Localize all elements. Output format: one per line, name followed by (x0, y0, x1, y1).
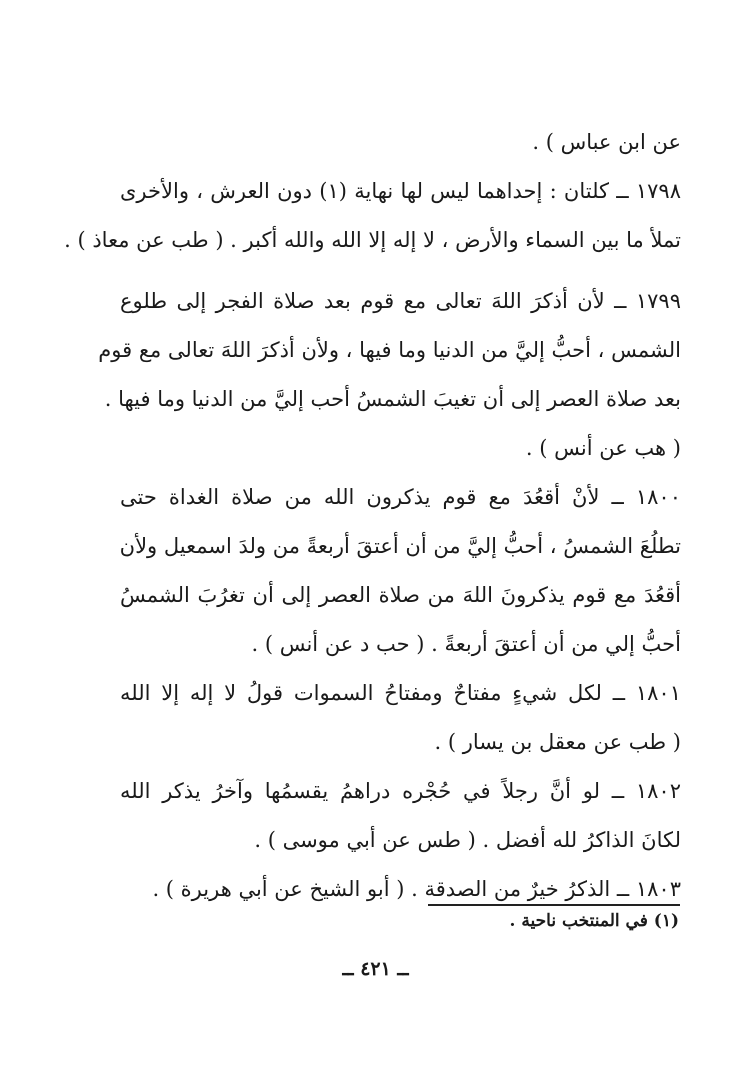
text-line: لكانَ الذاكرُ لله أفضل . ( طس عن أبي موسى ) . (254, 828, 681, 852)
text-line: الشمس ، أحبُّ إليَّ من الدنيا وما فيها ، ولأن أذكرَ اللهَ تعالى مع قوم (98, 338, 681, 362)
text-line: تملأ ما بين السماء والأرض ، لا إله إلا الله والله أكبر . ( طب عن معاذ ) . (64, 228, 681, 252)
hadith-1802-line: ١٨٠٢ ــ لو أنَّ رجلاً في حُجْره دراهمُ يقسمُها وآخرُ يذكر الله (120, 779, 681, 803)
text-line: ( طب عن معقل بن يسار ) . (434, 730, 681, 754)
text-line: ( هب عن أنس ) . (525, 436, 681, 460)
hadith-1803-line: ١٨٠٣ ــ الذكرُ خيرٌ من الصدقة . ( أبو الشيخ عن أبي هريرة ) . (152, 877, 681, 901)
hadith-1798-line: ١٧٩٨ ــ كلتان : إحداهما ليس لها نهاية (١) دون العرش ، والأخرى (120, 179, 681, 203)
page-number: ــ ٤٢١ ــ (342, 958, 409, 980)
hadith-1800-line: ١٨٠٠ ــ لأنْ أقعُدَ مع قوم يذكرون الله من صلاة الغداة حتى (120, 485, 681, 509)
text-line: أحبُّ إلي من أن أعتقَ أربعةً . ( حب د عن أنس ) . (251, 632, 681, 656)
hadith-1801-line: ١٨٠١ ــ لكل شيءٍ مفتاحٌ ومفتاحُ السموات قولُ لا إله إلا الله (120, 681, 681, 705)
footnote: (١) في المنتخب ناحية . (509, 911, 679, 931)
text-line: بعد صلاة العصر إلى أن تغيبَ الشمسُ أحب إليَّ من الدنيا وما فيها . (104, 387, 681, 411)
text-line: تطلُعَ الشمسُ ، أحبُّ إليَّ من أن أعتقَ أربعةً من ولدَ اسمعيل ولأن (119, 534, 681, 558)
hadith-1799-line: ١٧٩٩ ــ لأن أذكرَ اللهَ تعالى مع قوم بعد صلاة الفجر إلى طلوع (120, 289, 681, 313)
main-text (64, 118, 681, 914)
footnote-divider (428, 904, 680, 906)
text-line: عن ابن عباس ) . (532, 130, 681, 154)
text-line: أقعُدَ مع قوم يذكرونَ اللهَ من صلاة العصر إلى أن تغرُبَ الشمسُ (120, 583, 681, 607)
